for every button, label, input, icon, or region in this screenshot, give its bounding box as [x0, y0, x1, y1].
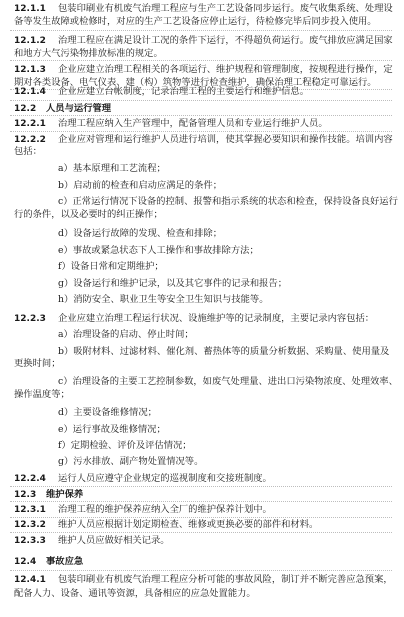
clause-text: 治理工程应纳入生产管理中，配备管理人员和专业运行维护人员。: [58, 118, 328, 129]
list-item-text: a）治理设备的启动、停止时间；: [58, 329, 194, 340]
row-divider: [10, 486, 392, 487]
clause-number: 12.1.4: [14, 87, 46, 97]
row-divider: [10, 60, 392, 61]
row-divider: [10, 532, 392, 533]
list-item-text: e）运行事故及维修情况；: [58, 424, 166, 435]
clause-12-1-2: [0, 35, 404, 47]
clause-12-1-3: [0, 64, 404, 76]
list-item: [0, 424, 404, 436]
clause-continuation: [0, 48, 404, 60]
list-item-text: f）定期检验、评价及评估情况；: [58, 440, 192, 451]
clause-12-1-4: [0, 86, 404, 98]
clause-text: 配备人力、设备、通讯等资源，具备相应的应急处置能力。: [14, 588, 256, 599]
section-heading-12-4: [0, 556, 404, 568]
clause-number: 12.1.1: [14, 4, 46, 14]
clause-text: 企业应建立台帐制度，记录治理工程的主要运行和维护信息。: [58, 86, 310, 97]
clause-number: 12.4.1: [14, 575, 46, 585]
clause-text: 和地方大气污染物排放标准的规定。: [14, 48, 163, 59]
list-item-text: g）设备运行和维护记录，以及其它事件的记录和报告；: [58, 278, 288, 289]
list-item-text: a）基本原理和工艺流程；: [58, 163, 166, 174]
clause-number: 12.2.4: [14, 474, 46, 484]
row-divider: [10, 115, 392, 116]
clause-12-1-1: [0, 3, 404, 15]
row-divider: [10, 131, 392, 132]
clause-text: 治理工程应在满足设计工况的条件下运行，不得超负荷运行。废气排放应满足国家: [58, 35, 393, 46]
row-divider: [10, 570, 392, 571]
row-divider: [10, 100, 392, 101]
list-item: [0, 294, 404, 306]
list-item: [0, 407, 404, 419]
list-item: [0, 180, 404, 192]
section-title: 人员与运行管理: [46, 103, 112, 114]
row-divider: [10, 501, 392, 502]
clause-text: 备等发生故障或检修时，对应的生产工艺设备应停止运行，待检修完毕后同步投入使用。: [14, 16, 377, 27]
section-heading-12-2: [0, 103, 404, 115]
list-item: [0, 163, 404, 175]
clause-number: 12.1.3: [14, 65, 46, 75]
list-item: [0, 196, 404, 208]
list-item: [0, 440, 404, 452]
clause-text: 企业应建立治理工程相关的各项运行、维护规程和管理制度，按规程进行操作，定: [58, 64, 393, 75]
clause-text: 维护人员应根据计划定期检查、维修或更换必要的部件和材料。: [58, 519, 319, 530]
list-item-text: 行的条件，以及必要时的纠正操作；: [14, 209, 163, 220]
clause-12-2-2: [0, 134, 404, 146]
list-item-continuation: [0, 389, 404, 401]
list-item-continuation: [0, 358, 404, 370]
section-heading-12-3: [0, 489, 404, 501]
section-title: 事故应急: [46, 556, 84, 567]
clause-text: 维护人员应做好相关记录。: [58, 535, 170, 546]
row-divider: [10, 30, 392, 31]
list-item: [0, 261, 404, 273]
clause-text: 企业应建立治理工程运行状况、设施维护等的记录制度，主要记录内容包括：: [58, 313, 375, 324]
clause-text: 包装印刷业有机废气治理工程应与生产工艺设备同步运行。废气收集系统、处理设: [58, 3, 393, 14]
clause-text: 期对各类设备、电气仪表、建（构）筑物等进行检查维护，确保治理工程稳定可靠运行。: [14, 77, 377, 88]
clause-text: 包括：: [14, 146, 42, 157]
list-item-text: 更换时间；: [14, 358, 61, 369]
clause-text: 包装印刷业有机废气治理工程应分析可能的事故风险，制订并不断完善应急预案，: [58, 574, 393, 585]
clause-text: 治理工程的维护保养应纳入全厂的维护保养计划中。: [58, 504, 272, 515]
list-item-text: c）治理设备的主要工艺控制参数，如废气处理量、进出口污染物浓度、处理效率、: [58, 376, 398, 387]
section-number: 12.3: [14, 490, 37, 500]
clause-continuation: [0, 146, 404, 158]
list-item-text: f）设备日常和定期维护；: [58, 261, 164, 272]
clause-number: 12.3.2: [14, 520, 46, 530]
list-item: [0, 245, 404, 257]
clause-number: 12.1.2: [14, 36, 46, 46]
clause-text: 企业应对管理和运行维护人员进行培训，使其掌握必要知识和操作技能。培训内容: [58, 134, 393, 145]
list-item: [0, 278, 404, 290]
list-item-text: h）消防安全、职业卫生等安全卫生知识与技能等。: [58, 294, 269, 305]
clause-12-2-1: [0, 118, 404, 130]
list-item-continuation: [0, 209, 404, 221]
section-title: 维护保养: [46, 489, 84, 500]
list-item: [0, 228, 404, 240]
clause-number: 12.3.3: [14, 536, 46, 546]
clause-continuation: [0, 588, 404, 600]
list-item-text: b）启动前的检查和启动应满足的条件；: [58, 180, 222, 191]
row-divider: [10, 517, 392, 518]
clause-12-2-4: [0, 473, 404, 485]
list-item-text: d）设备运行故障的发现、检查和排除；: [58, 228, 222, 239]
list-item: [0, 456, 404, 468]
clause-12-4-1: [0, 574, 404, 586]
list-item-text: d）主要设备维修情况；: [58, 407, 157, 418]
clause-number: 12.2.2: [14, 135, 46, 145]
list-item-text: c）正常运行情况下设备的控制、报警和指示系统的状态和检查，保持设备良好运行: [58, 196, 398, 207]
clause-number: 12.2.3: [14, 314, 46, 324]
list-item: [0, 376, 404, 388]
section-number: 12.4: [14, 557, 37, 567]
clause-number: 12.3.1: [14, 505, 46, 515]
list-item-text: e）事故或紧急状态下人工操作和事故排除方法；: [58, 245, 259, 256]
list-item: [0, 346, 404, 358]
clause-12-3-2: [0, 519, 404, 531]
list-item-text: 操作温度等；: [14, 389, 70, 400]
clause-12-3-3: [0, 535, 404, 547]
clause-12-2-3: [0, 313, 404, 325]
list-item: [0, 329, 404, 341]
list-item-text: g）污水排放、副产物处置情况等。: [58, 456, 204, 467]
clause-text: 运行人员应遵守企业规定的巡视制度和交接班制度。: [58, 473, 272, 484]
section-number: 12.2: [14, 104, 37, 114]
list-item-text: b）吸附材料、过滤材料、催化剂、蓄热体等的质量分析数据、采购量、使用量及: [58, 346, 390, 357]
clause-number: 12.2.1: [14, 119, 46, 129]
clause-12-3-1: [0, 504, 404, 516]
clause-continuation: [0, 16, 404, 28]
